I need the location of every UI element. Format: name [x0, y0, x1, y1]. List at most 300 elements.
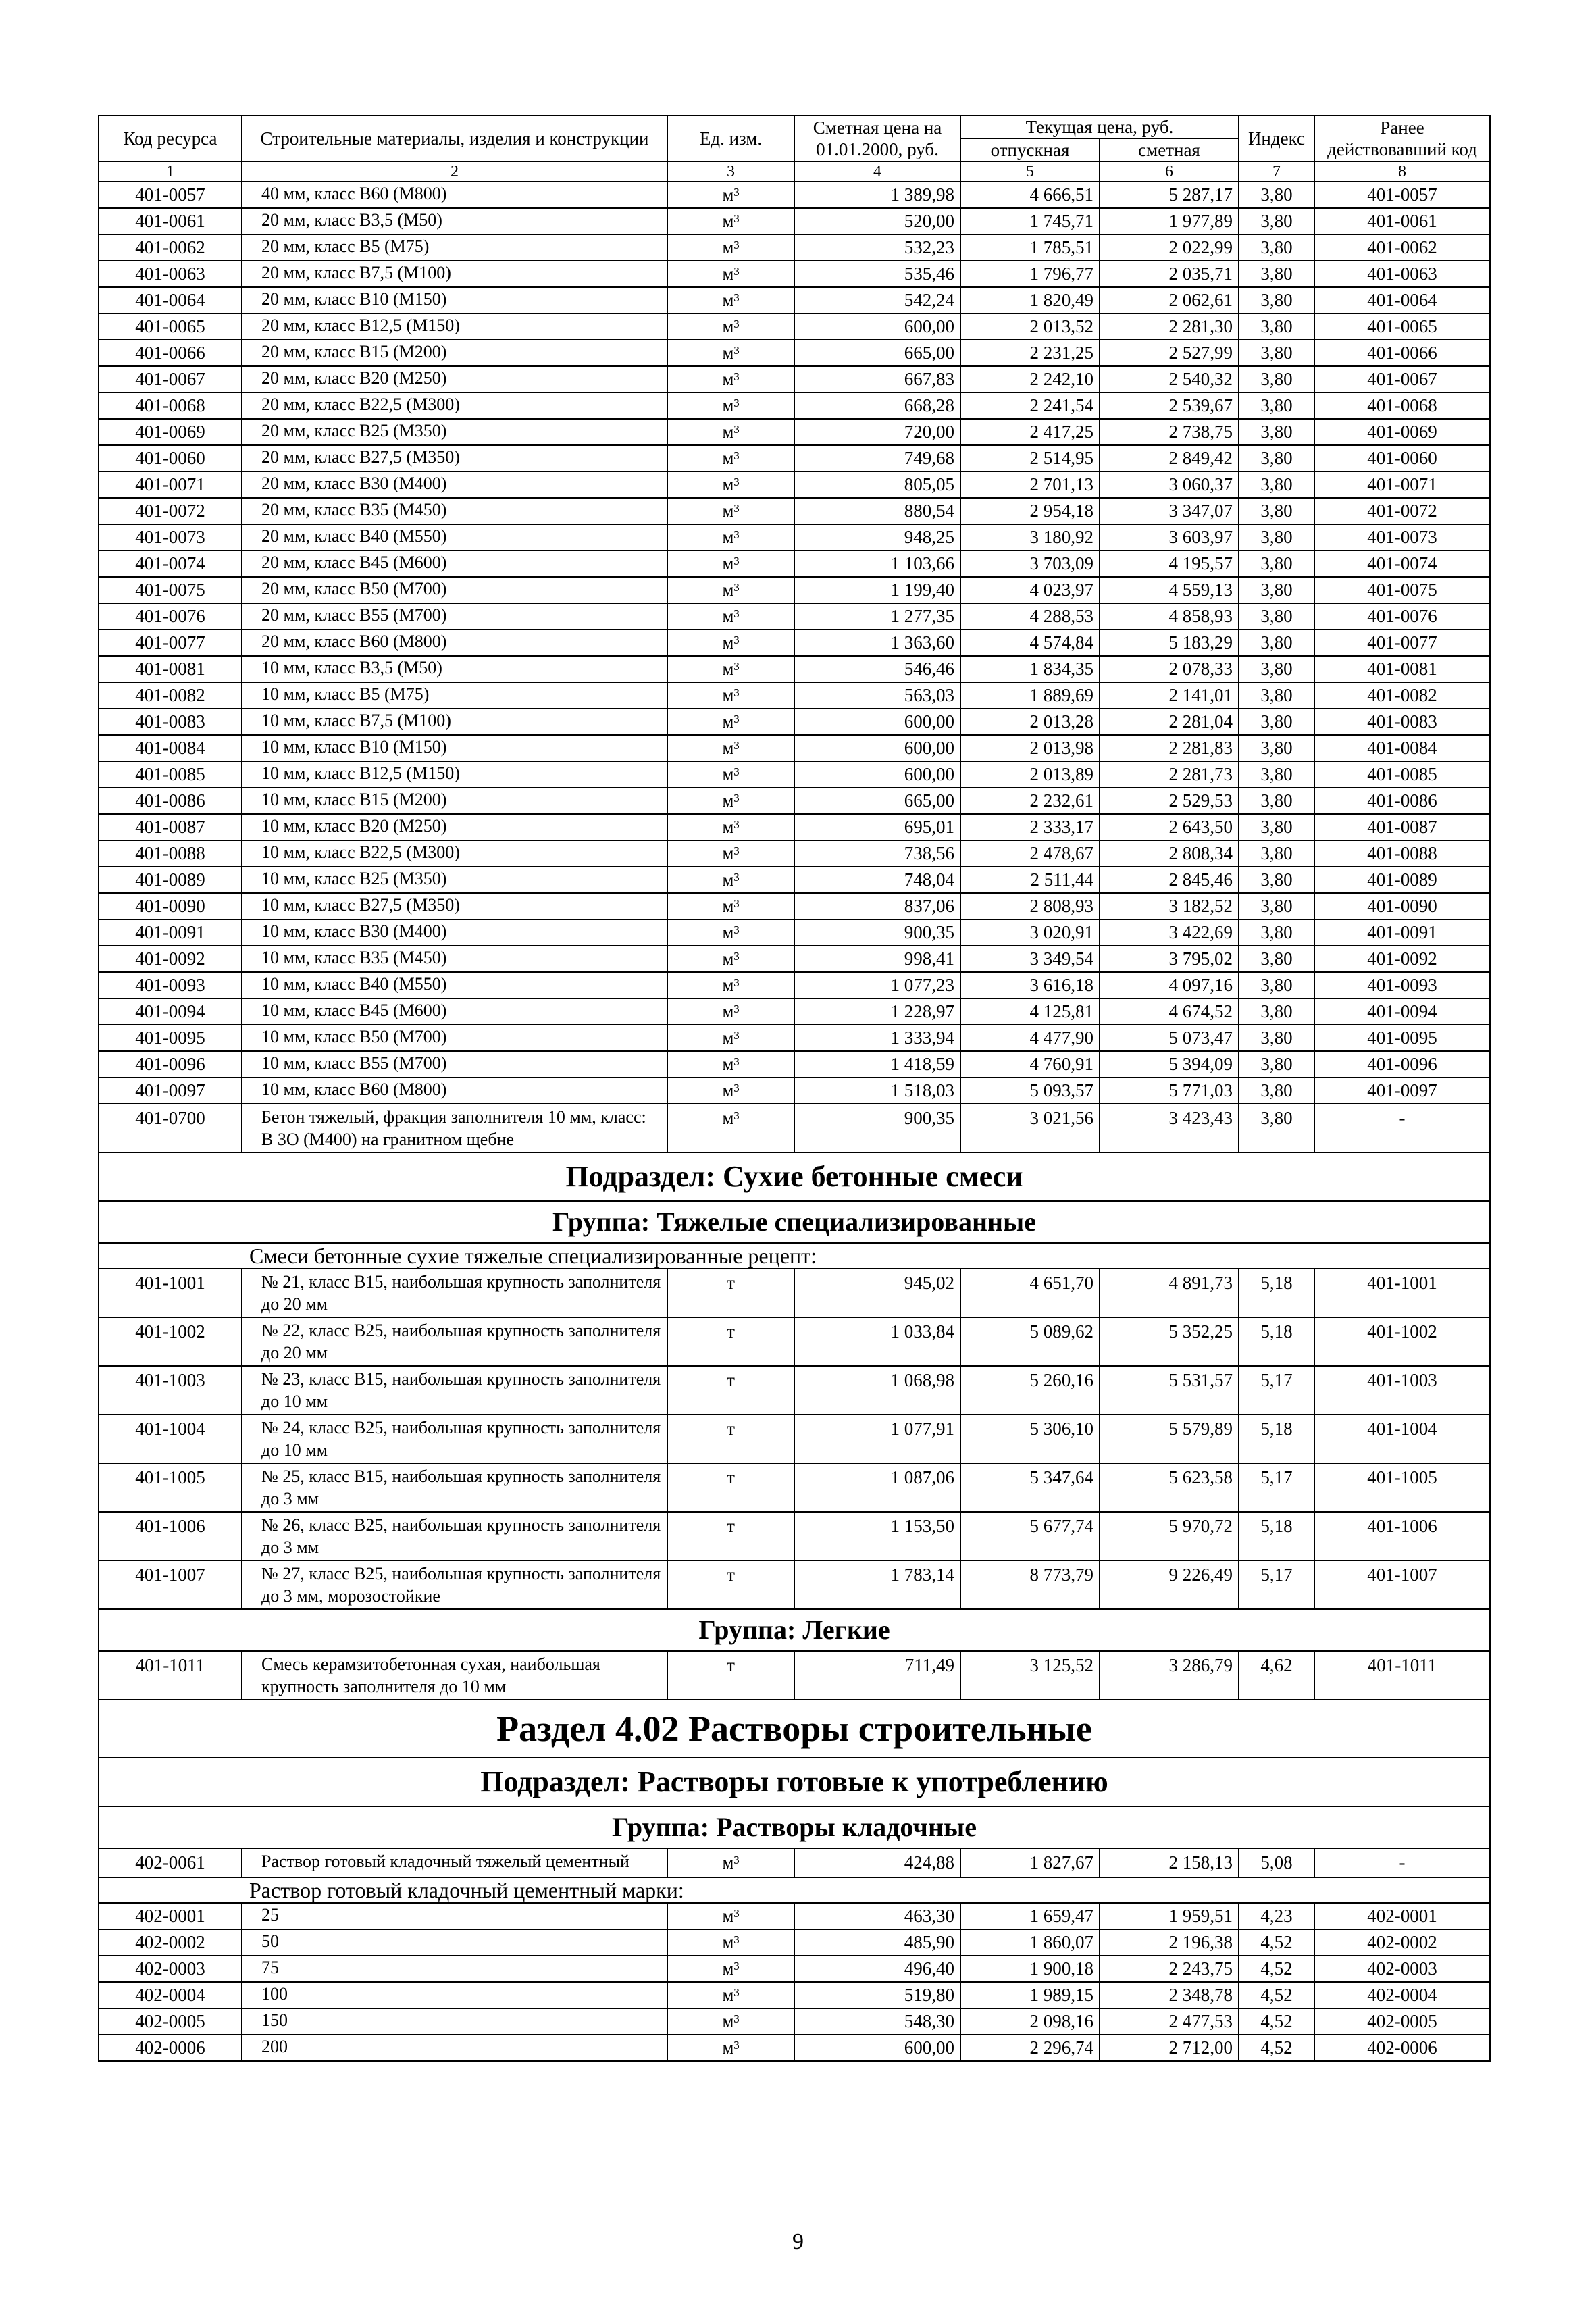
cell-name: 20 мм, класс В22,5 (М300)	[242, 392, 667, 419]
cell-code: 401-0064	[99, 287, 242, 313]
subsection-heading	[99, 1758, 1490, 1806]
cell-index: 3,80	[1239, 919, 1314, 946]
cell-prev-code: 401-0074	[1314, 551, 1490, 577]
cell-sale-price: 1 900,18	[960, 1956, 1100, 1982]
grade-label	[99, 1877, 1490, 1903]
cell-estimate-price: 2 281,30	[1100, 313, 1239, 340]
cell-prev-code: 401-0077	[1314, 630, 1490, 656]
cell-prev-code: 401-0065	[1314, 313, 1490, 340]
cell-code: 401-1001	[99, 1269, 242, 1317]
cell-unit: т	[667, 1512, 794, 1560]
table-row	[99, 1929, 1490, 1956]
cell-sale-price: 4 574,84	[960, 630, 1100, 656]
cell-base-price: 1 033,84	[794, 1317, 960, 1366]
cell-index: 4,62	[1239, 1651, 1314, 1700]
cell-unit: м³	[667, 946, 794, 972]
cell-sale-price: 5 306,10	[960, 1415, 1100, 1463]
cell-code: 401-0069	[99, 419, 242, 445]
table-row	[99, 1956, 1490, 1982]
cell-sale-price: 4 023,97	[960, 577, 1100, 603]
cell-base-price: 668,28	[794, 392, 960, 419]
cell-index: 4,52	[1239, 2035, 1314, 2061]
cell-name: 40 мм, класс В60 (М800)	[242, 182, 667, 208]
cell-sale-price: 1 745,71	[960, 208, 1100, 234]
cell-unit: м³	[667, 261, 794, 287]
cell-unit: м³	[667, 656, 794, 682]
cell-name: Смесь керамзитобетонная сухая, наибольшая крупность заполнителя до 10 мм	[242, 1651, 667, 1700]
cell-base-price: 998,41	[794, 946, 960, 972]
cell-name: 10 мм, класс В25 (М350)	[242, 867, 667, 893]
cell-prev-code: 402-0001	[1314, 1903, 1490, 1929]
cell-base-price: 542,24	[794, 287, 960, 313]
cell-prev-code: 401-0081	[1314, 656, 1490, 682]
cell-code: 401-0082	[99, 682, 242, 709]
cell-code: 401-0075	[99, 577, 242, 603]
cell-code: 401-0081	[99, 656, 242, 682]
cell-index: 3,80	[1239, 814, 1314, 840]
cell-sale-price: 5 260,16	[960, 1366, 1100, 1415]
cell-base-price: 600,00	[794, 313, 960, 340]
cell-prev-code: 401-0093	[1314, 972, 1490, 998]
table-row	[99, 972, 1490, 998]
table-row	[99, 524, 1490, 551]
cell-prev-code: 401-0084	[1314, 735, 1490, 761]
cell-index: 5,18	[1239, 1415, 1314, 1463]
col-number: 1	[99, 161, 242, 182]
cell-name: 20 мм, класс В25 (М350)	[242, 419, 667, 445]
cell-name: 10 мм, класс В60 (М800)	[242, 1077, 667, 1104]
cell-sale-price: 4 760,91	[960, 1051, 1100, 1077]
cell-name: № 27, класс В25, наибольшая крупность заполнителя до 3 мм, морозостойкие	[242, 1560, 667, 1609]
table-row	[99, 1415, 1490, 1463]
cell-unit: м³	[667, 1956, 794, 1982]
cell-estimate-price: 5 970,72	[1100, 1512, 1239, 1560]
table-header	[99, 116, 1490, 182]
cell-estimate-price: 4 195,57	[1100, 551, 1239, 577]
table-row	[99, 287, 1490, 313]
cell-unit: м³	[667, 498, 794, 524]
group-heading	[99, 1806, 1490, 1848]
cell-unit: т	[667, 1366, 794, 1415]
cell-sale-price: 5 089,62	[960, 1317, 1100, 1366]
cell-code: 401-0091	[99, 919, 242, 946]
col-base-price-header: Сметная цена на 01.01.2000, руб.	[794, 116, 960, 161]
cell-estimate-price: 2 540,32	[1100, 366, 1239, 392]
cell-base-price: 546,46	[794, 656, 960, 682]
cell-estimate-price: 2 348,78	[1100, 1982, 1239, 2008]
subsection-heading-text: Подраздел: Растворы готовые к употреблению	[99, 1758, 1490, 1806]
cell-unit: м³	[667, 893, 794, 919]
cell-code: 401-0076	[99, 603, 242, 630]
cell-index: 3,80	[1239, 419, 1314, 445]
cell-name: 100	[242, 1982, 667, 2008]
cell-index: 3,80	[1239, 287, 1314, 313]
table-row	[99, 867, 1490, 893]
cell-unit: м³	[667, 313, 794, 340]
cell-unit: м³	[667, 1104, 794, 1152]
cell-estimate-price: 3 347,07	[1100, 498, 1239, 524]
recipe-label	[99, 1243, 1490, 1269]
cell-code: 402-0061	[99, 1848, 242, 1877]
cell-index: 4,52	[1239, 1929, 1314, 1956]
cell-prev-code: 401-1007	[1314, 1560, 1490, 1609]
cell-sale-price: 4 666,51	[960, 182, 1100, 208]
cell-sale-price: 2 417,25	[960, 419, 1100, 445]
cell-estimate-price: 2 808,34	[1100, 840, 1239, 867]
column-number-row	[99, 161, 1490, 182]
cell-name: 10 мм, класс В5 (М75)	[242, 682, 667, 709]
cell-index: 5,18	[1239, 1269, 1314, 1317]
cell-unit: м³	[667, 788, 794, 814]
cell-base-price: 485,90	[794, 1929, 960, 1956]
cell-sale-price: 2 514,95	[960, 445, 1100, 472]
cell-prev-code: 401-1004	[1314, 1415, 1490, 1463]
cell-unit: м³	[667, 2035, 794, 2061]
group-heading-text: Группа: Легкие	[99, 1609, 1490, 1651]
table-row	[99, 1560, 1490, 1609]
cell-base-price: 665,00	[794, 788, 960, 814]
cell-sale-price: 3 703,09	[960, 551, 1100, 577]
cell-base-price: 1 068,98	[794, 1366, 960, 1415]
cell-base-price: 695,01	[794, 814, 960, 840]
table-row	[99, 919, 1490, 946]
cell-estimate-price: 2 849,42	[1100, 445, 1239, 472]
cell-estimate-price: 2 141,01	[1100, 682, 1239, 709]
cell-base-price: 748,04	[794, 867, 960, 893]
cell-name: 10 мм, класс В27,5 (М350)	[242, 893, 667, 919]
table-row	[99, 946, 1490, 972]
col-unit-header: Ед. изм.	[667, 116, 794, 161]
cell-prev-code: 401-0085	[1314, 761, 1490, 788]
group-heading-text: Группа: Тяжелые специализированные	[99, 1201, 1490, 1243]
table-row	[99, 814, 1490, 840]
cell-sale-price: 1 785,51	[960, 234, 1100, 261]
cell-estimate-price: 3 286,79	[1100, 1651, 1239, 1700]
cell-unit: м³	[667, 445, 794, 472]
table-row	[99, 682, 1490, 709]
cell-unit: м³	[667, 709, 794, 735]
cell-name: 20 мм, класс В40 (М550)	[242, 524, 667, 551]
cell-sale-price: 1 827,67	[960, 1848, 1100, 1877]
cell-name: 20 мм, класс В7,5 (М100)	[242, 261, 667, 287]
cell-name: № 26, класс В25, наибольшая крупность заполнителя до 3 мм	[242, 1512, 667, 1560]
cell-unit: м³	[667, 366, 794, 392]
cell-sale-price: 3 125,52	[960, 1651, 1100, 1700]
cell-name: 10 мм, класс В50 (М700)	[242, 1025, 667, 1051]
table-row	[99, 735, 1490, 761]
cell-sale-price: 1 820,49	[960, 287, 1100, 313]
table-row	[99, 1848, 1490, 1877]
cell-base-price: 600,00	[794, 2035, 960, 2061]
cell-unit: т	[667, 1651, 794, 1700]
cell-prev-code: 401-0076	[1314, 603, 1490, 630]
cell-estimate-price: 2 062,61	[1100, 287, 1239, 313]
cell-sale-price: 5 093,57	[960, 1077, 1100, 1104]
cell-unit: м³	[667, 761, 794, 788]
cell-code: 402-0005	[99, 2008, 242, 2035]
table-row	[99, 998, 1490, 1025]
cell-index: 3,80	[1239, 551, 1314, 577]
cell-sale-price: 3 020,91	[960, 919, 1100, 946]
cell-name: 10 мм, класс В3,5 (М50)	[242, 656, 667, 682]
cell-base-price: 948,25	[794, 524, 960, 551]
cell-sale-price: 2 241,54	[960, 392, 1100, 419]
cell-index: 3,80	[1239, 998, 1314, 1025]
table-row	[99, 1317, 1490, 1366]
table-row	[99, 2035, 1490, 2061]
cell-unit: м³	[667, 972, 794, 998]
cell-index: 3,80	[1239, 445, 1314, 472]
cell-estimate-price: 1 977,89	[1100, 208, 1239, 234]
group-heading	[99, 1609, 1490, 1651]
cell-code: 401-0071	[99, 472, 242, 498]
cell-index: 3,80	[1239, 577, 1314, 603]
table-body	[99, 182, 1490, 2061]
cell-sale-price: 2 478,67	[960, 840, 1100, 867]
cell-unit: м³	[667, 814, 794, 840]
cell-unit: м³	[667, 630, 794, 656]
col-estimate-price-header: сметная	[1100, 138, 1239, 161]
cell-code: 401-0090	[99, 893, 242, 919]
cell-name: № 24, класс В25, наибольшая крупность заполнителя до 10 мм	[242, 1415, 667, 1463]
table-row	[99, 1982, 1490, 2008]
cell-base-price: 1 077,91	[794, 1415, 960, 1463]
cell-unit: м³	[667, 840, 794, 867]
cell-name: Бетон тяжелый, фракция заполнителя 10 мм, класс: В 3О (М400) на гранитном щебне	[242, 1104, 667, 1152]
cell-code: 401-0088	[99, 840, 242, 867]
cell-prev-code: 401-1001	[1314, 1269, 1490, 1317]
cell-estimate-price: 4 559,13	[1100, 577, 1239, 603]
cell-code: 401-0093	[99, 972, 242, 998]
price-table	[98, 115, 1491, 2062]
cell-estimate-price: 2 243,75	[1100, 1956, 1239, 1982]
cell-code: 401-0060	[99, 445, 242, 472]
group-heading	[99, 1201, 1490, 1243]
cell-sale-price: 1 659,47	[960, 1903, 1100, 1929]
cell-code: 401-1004	[99, 1415, 242, 1463]
table-row	[99, 366, 1490, 392]
price-table-sheet	[98, 115, 1489, 2062]
cell-index: 3,80	[1239, 867, 1314, 893]
cell-code: 401-1002	[99, 1317, 242, 1366]
table-row	[99, 1651, 1490, 1700]
cell-base-price: 1 087,06	[794, 1463, 960, 1512]
cell-unit: м³	[667, 577, 794, 603]
cell-prev-code: 401-0095	[1314, 1025, 1490, 1051]
cell-unit: м³	[667, 1077, 794, 1104]
cell-sale-price: 2 231,25	[960, 340, 1100, 366]
table-row	[99, 472, 1490, 498]
cell-sale-price: 2 013,52	[960, 313, 1100, 340]
cell-sale-price: 2 808,93	[960, 893, 1100, 919]
cell-prev-code: 401-0067	[1314, 366, 1490, 392]
cell-unit: т	[667, 1269, 794, 1317]
cell-code: 401-1007	[99, 1560, 242, 1609]
cell-estimate-price: 2 712,00	[1100, 2035, 1239, 2061]
cell-base-price: 1 228,97	[794, 998, 960, 1025]
cell-sale-price: 3 021,56	[960, 1104, 1100, 1152]
cell-name: 10 мм, класс В22,5 (М300)	[242, 840, 667, 867]
cell-index: 3,80	[1239, 656, 1314, 682]
cell-index: 4,52	[1239, 2008, 1314, 2035]
cell-prev-code: 401-0063	[1314, 261, 1490, 287]
cell-base-price: 805,05	[794, 472, 960, 498]
cell-prev-code: 402-0005	[1314, 2008, 1490, 2035]
cell-sale-price: 2 954,18	[960, 498, 1100, 524]
cell-name: 20 мм, класс В45 (М600)	[242, 551, 667, 577]
cell-prev-code: 401-0066	[1314, 340, 1490, 366]
cell-name: Раствор готовый кладочный тяжелый цементный	[242, 1848, 667, 1877]
cell-estimate-price: 2 281,83	[1100, 735, 1239, 761]
cell-base-price: 1 518,03	[794, 1077, 960, 1104]
cell-name: 20 мм, класс В20 (М250)	[242, 366, 667, 392]
cell-prev-code: 401-0096	[1314, 1051, 1490, 1077]
cell-prev-code: 401-0069	[1314, 419, 1490, 445]
cell-estimate-price: 4 097,16	[1100, 972, 1239, 998]
cell-prev-code: 401-0082	[1314, 682, 1490, 709]
subsection-heading	[99, 1152, 1490, 1201]
cell-index: 3,80	[1239, 735, 1314, 761]
table-row	[99, 1051, 1490, 1077]
section-heading-text: Раздел 4.02 Растворы строительные	[99, 1700, 1490, 1758]
table-row	[99, 2008, 1490, 2035]
cell-prev-code: 401-0064	[1314, 287, 1490, 313]
cell-base-price: 711,49	[794, 1651, 960, 1700]
cell-unit: м³	[667, 603, 794, 630]
cell-unit: м³	[667, 340, 794, 366]
table-row	[99, 1463, 1490, 1512]
table-row	[99, 1025, 1490, 1051]
cell-code: 402-0006	[99, 2035, 242, 2061]
col-number: 8	[1314, 161, 1490, 182]
cell-estimate-price: 2 158,13	[1100, 1848, 1239, 1877]
cell-index: 3,80	[1239, 682, 1314, 709]
cell-prev-code: 402-0004	[1314, 1982, 1490, 2008]
cell-sale-price: 2 098,16	[960, 2008, 1100, 2035]
table-row	[99, 788, 1490, 814]
cell-unit: м³	[667, 208, 794, 234]
cell-code: 401-0074	[99, 551, 242, 577]
cell-prev-code: 402-0002	[1314, 1929, 1490, 1956]
cell-prev-code: 401-0075	[1314, 577, 1490, 603]
cell-name: 10 мм, класс В45 (М600)	[242, 998, 667, 1025]
cell-estimate-price: 2 527,99	[1100, 340, 1239, 366]
cell-sale-price: 2 242,10	[960, 366, 1100, 392]
cell-code: 401-0089	[99, 867, 242, 893]
cell-estimate-price: 3 182,52	[1100, 893, 1239, 919]
cell-base-price: 1 153,50	[794, 1512, 960, 1560]
cell-name: 25	[242, 1903, 667, 1929]
cell-code: 402-0002	[99, 1929, 242, 1956]
cell-base-price: 1 333,94	[794, 1025, 960, 1051]
cell-prev-code: 401-0091	[1314, 919, 1490, 946]
cell-unit: м³	[667, 2008, 794, 2035]
cell-code: 401-0094	[99, 998, 242, 1025]
cell-estimate-price: 3 060,37	[1100, 472, 1239, 498]
cell-index: 3,80	[1239, 1104, 1314, 1152]
cell-index: 3,80	[1239, 761, 1314, 788]
cell-sale-price: 2 511,44	[960, 867, 1100, 893]
cell-prev-code: 401-0097	[1314, 1077, 1490, 1104]
cell-prev-code: 401-0089	[1314, 867, 1490, 893]
cell-unit: м³	[667, 234, 794, 261]
table-row	[99, 603, 1490, 630]
cell-code: 401-0062	[99, 234, 242, 261]
cell-code: 402-0003	[99, 1956, 242, 1982]
cell-unit: м³	[667, 551, 794, 577]
cell-unit: м³	[667, 1025, 794, 1051]
cell-base-price: 749,68	[794, 445, 960, 472]
cell-name: 10 мм, класс В35 (М450)	[242, 946, 667, 972]
cell-prev-code: 401-0087	[1314, 814, 1490, 840]
cell-sale-price: 4 651,70	[960, 1269, 1100, 1317]
cell-prev-code: 402-0003	[1314, 1956, 1490, 1982]
cell-index: 3,80	[1239, 840, 1314, 867]
cell-sale-price: 1 989,15	[960, 1982, 1100, 2008]
cell-base-price: 880,54	[794, 498, 960, 524]
cell-index: 4,23	[1239, 1903, 1314, 1929]
cell-name: 10 мм, класс В40 (М550)	[242, 972, 667, 998]
cell-name: № 23, класс В15, наибольшая крупность заполнителя до 10 мм	[242, 1366, 667, 1415]
cell-code: 402-0004	[99, 1982, 242, 2008]
cell-sale-price: 2 333,17	[960, 814, 1100, 840]
cell-index: 3,80	[1239, 630, 1314, 656]
cell-sale-price: 5 347,64	[960, 1463, 1100, 1512]
cell-sale-price: 3 180,92	[960, 524, 1100, 551]
cell-name: 20 мм, класс В15 (М200)	[242, 340, 667, 366]
table-row	[99, 419, 1490, 445]
cell-base-price: 1 363,60	[794, 630, 960, 656]
table-row	[99, 234, 1490, 261]
cell-code: 401-1003	[99, 1366, 242, 1415]
cell-name: № 21, класс В15, наибольшая крупность заполнителя до 20 мм	[242, 1269, 667, 1317]
cell-prev-code: 401-0090	[1314, 893, 1490, 919]
cell-estimate-price: 2 022,99	[1100, 234, 1239, 261]
cell-code: 401-0096	[99, 1051, 242, 1077]
cell-index: 3,80	[1239, 1051, 1314, 1077]
cell-estimate-price: 5 531,57	[1100, 1366, 1239, 1415]
cell-name: 20 мм, класс В27,5 (М350)	[242, 445, 667, 472]
cell-base-price: 900,35	[794, 919, 960, 946]
cell-estimate-price: 2 738,75	[1100, 419, 1239, 445]
cell-estimate-price: 5 183,29	[1100, 630, 1239, 656]
cell-base-price: 520,00	[794, 208, 960, 234]
cell-estimate-price: 4 674,52	[1100, 998, 1239, 1025]
cell-code: 401-0061	[99, 208, 242, 234]
cell-estimate-price: 2 845,46	[1100, 867, 1239, 893]
cell-sale-price: 5 677,74	[960, 1512, 1100, 1560]
cell-index: 5,17	[1239, 1366, 1314, 1415]
cell-estimate-price: 2 281,73	[1100, 761, 1239, 788]
cell-prev-code: 401-1006	[1314, 1512, 1490, 1560]
col-index-header: Индекс	[1239, 116, 1314, 161]
table-row	[99, 1104, 1490, 1152]
cell-sale-price: 1 834,35	[960, 656, 1100, 682]
cell-estimate-price: 5 352,25	[1100, 1317, 1239, 1366]
cell-code: 401-0087	[99, 814, 242, 840]
cell-name: 20 мм, класс В60 (М800)	[242, 630, 667, 656]
col-code-header: Код ресурса	[99, 116, 242, 161]
cell-prev-code: 401-0092	[1314, 946, 1490, 972]
cell-name: 75	[242, 1956, 667, 1982]
table-row	[99, 445, 1490, 472]
col-number: 3	[667, 161, 794, 182]
cell-unit: т	[667, 1415, 794, 1463]
cell-base-price: 600,00	[794, 761, 960, 788]
cell-sale-price: 3 349,54	[960, 946, 1100, 972]
cell-code: 401-1011	[99, 1651, 242, 1700]
table-row	[99, 1903, 1490, 1929]
